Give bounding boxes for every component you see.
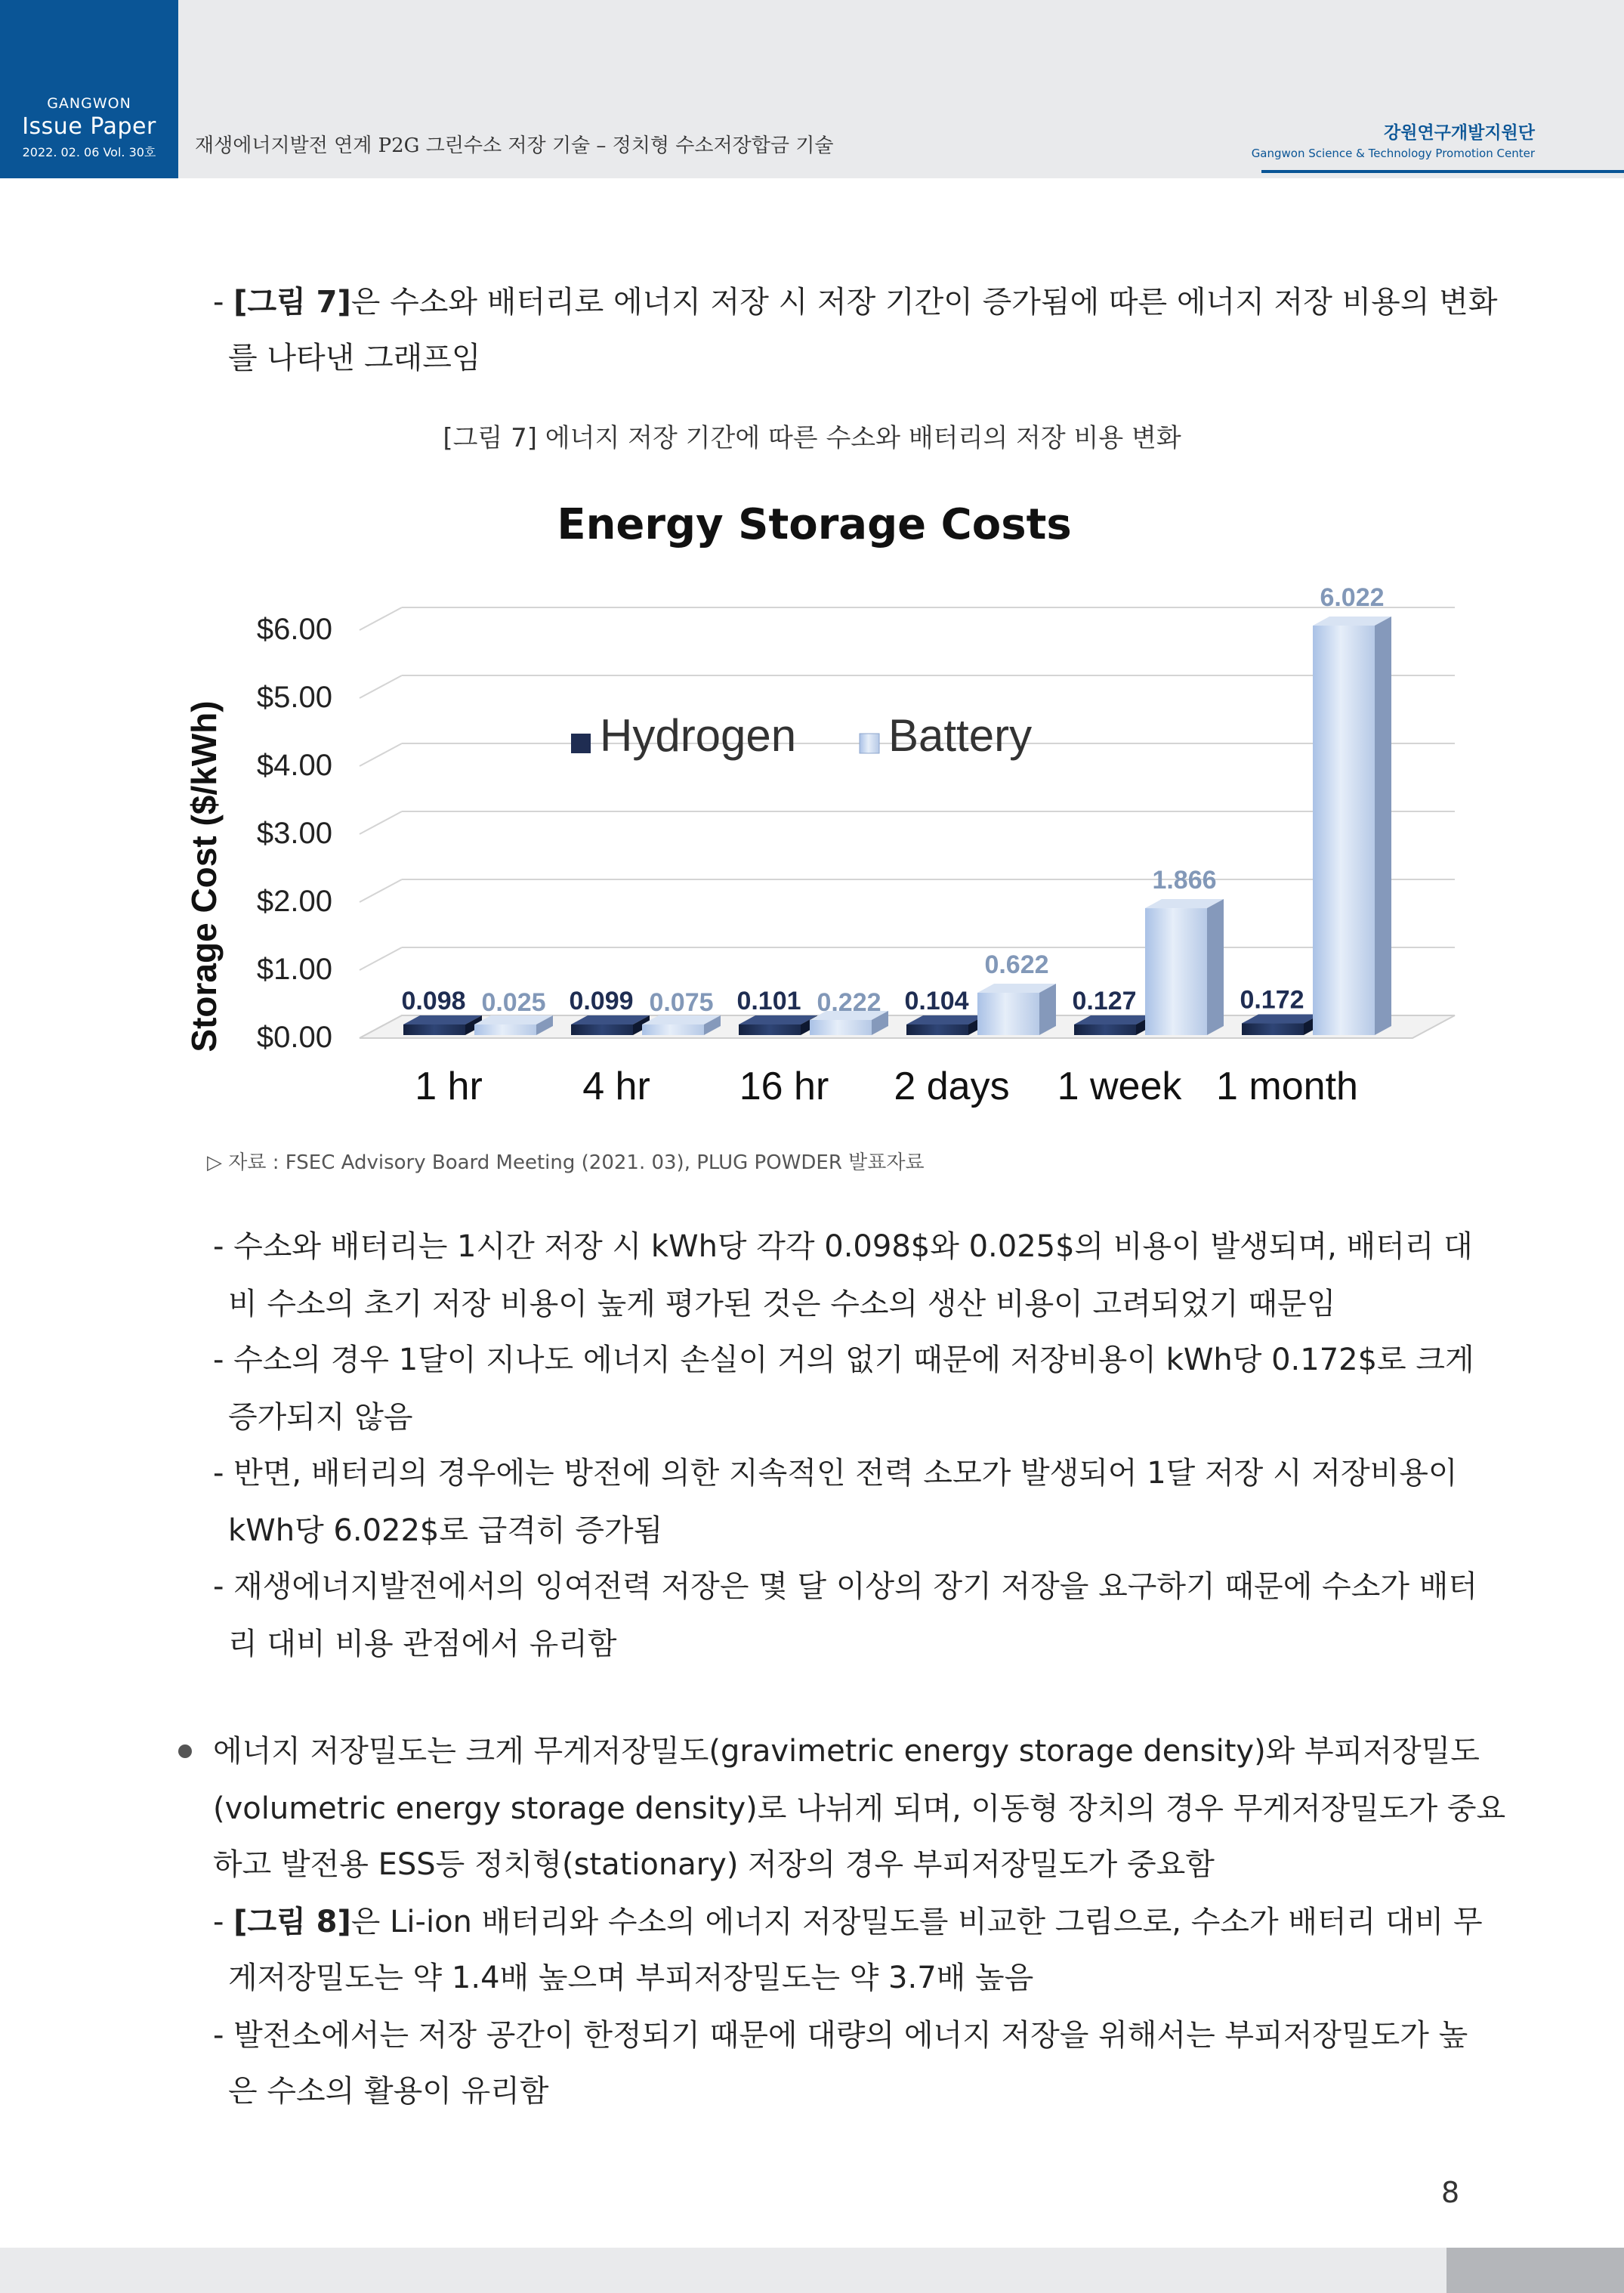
y-tick-label: $3.00 [256, 817, 332, 850]
hydrogen-bar [571, 1024, 633, 1035]
x-tick-label: 1 hr [415, 1065, 483, 1108]
density-sub1-line-1 [213, 1893, 1483, 1951]
battery-bar [1313, 626, 1375, 1035]
density-sub1-text: 은 Li-ion 배터리와 수소의 에너지 저장밀도를 비교한 그림으로, 수소가 배터리 대비 무 [350, 1905, 1483, 1939]
finding-3-line-2: kWh당 6.022$로 급격히 증가됨 [228, 1513, 663, 1548]
y-tick-label: $6.00 [256, 613, 332, 646]
finding-1-line-1: - 수소와 배터리는 1시간 저장 시 kWh당 각각 0.098$와 0.025$의 비용이 발생되며, 배터리 대 [213, 1229, 1473, 1264]
brand-title: Issue Paper [22, 113, 156, 140]
hydrogen-bar [1074, 1024, 1136, 1035]
document-title: 재생에너지발전 연계 P2G 그린수소 저장 기술 – 정치형 수소저장합금 기술 [195, 134, 834, 157]
hydrogen-value-label: 0.172 [1240, 985, 1304, 1015]
x-tick-label: 4 hr [582, 1065, 650, 1108]
density-sub1-line-2: 게저장밀도는 약 1.4배 높으며 부피저장밀도는 약 3.7배 높음 [228, 1961, 1034, 1995]
battery-bar-side [1207, 899, 1224, 1035]
density-line-1: 에너지 저장밀도는 크게 무게저장밀도(gravimetric energy storage density)와 부피저장밀도 [213, 1734, 1480, 1769]
legend-label-battery: Battery [888, 710, 1033, 761]
battery-value-label: 0.075 [649, 988, 714, 1017]
battery-bar [810, 1020, 872, 1035]
finding-4-line-1: - 재생에너지발전에서의 잉여전력 저장은 몇 달 이상의 장기 저장을 요구하기 때문에 수소가 배터 [213, 1569, 1477, 1604]
chart-title: Energy Storage Costs [557, 500, 1072, 549]
chart-canvas [172, 484, 1456, 1133]
page-header [0, 0, 1624, 178]
finding-4-line-2: 리 대비 비용 관점에서 유리함 [228, 1627, 617, 1661]
legend-swatch-hydrogen [571, 734, 591, 753]
footer-accent [1446, 2248, 1624, 2293]
figure-source: ▷ 자료 : FSEC Advisory Board Meeting (2021. 03), PLUG POWDER 발표자료 [207, 1151, 925, 1174]
dash: - [213, 285, 234, 320]
density-line-3: 하고 발전용 ESS등 정치형(stationary) 저장의 경우 부피저장밀도가 중요함 [213, 1847, 1215, 1882]
hydrogen-bar [403, 1024, 465, 1035]
brand-region: GANGWON [47, 95, 131, 112]
organization-name: 강원연구개발지원단 [1384, 123, 1535, 143]
battery-value-label: 6.022 [1320, 583, 1385, 613]
intro-text: 은 수소와 배터리로 에너지 저장 시 저장 기간이 증가됨에 따른 에너지 저장 비용의 변화 [350, 285, 1498, 320]
figure-reference: [그림 8] [233, 1905, 351, 1939]
hydrogen-bar [739, 1024, 801, 1035]
finding-2-line-2: 증가되지 않음 [228, 1400, 413, 1435]
finding-3-line-1: - 반면, 배터리의 경우에는 방전에 의한 지속적인 전력 소모가 발생되어 1달 저장 시 저장비용이 [213, 1456, 1458, 1491]
figure-caption: [그림 7] 에너지 저장 기간에 따른 수소와 배터리의 저장 비용 변화 [443, 423, 1181, 453]
hydrogen-bar [1242, 1024, 1304, 1035]
legend-label-hydrogen: Hydrogen [600, 710, 797, 761]
x-tick-label: 1 month [1216, 1065, 1358, 1108]
figure-reference: [그림 7] [233, 285, 351, 320]
x-tick-label: 2 days [894, 1065, 1010, 1108]
issue-paper-brand-block [0, 0, 178, 178]
battery-value-label: 1.866 [1152, 866, 1217, 895]
dash: - [213, 1905, 234, 1939]
finding-1-line-2: 비 수소의 초기 저장 비용이 높게 평가된 것은 수소의 생산 비용이 고려되었기 때문임 [228, 1287, 1336, 1321]
gridline [360, 879, 402, 902]
battery-bar [977, 993, 1039, 1035]
x-tick-label: 16 hr [739, 1065, 829, 1108]
brand-date: 2022. 02. 06 Vol. 30호 [22, 145, 156, 159]
battery-bar [1145, 908, 1207, 1035]
density-line-2: (volumetric energy storage density)로 나뉘게 되며, 이동형 장치의 경우 무게저장밀도가 중요 [213, 1791, 1506, 1826]
y-axis-label: Storage Cost ($/kWh) [184, 700, 224, 1052]
density-sub2-line-1: - 발전소에서는 저장 공간이 한정되기 때문에 대량의 에너지 저장을 위해서는 부피저장밀도가 높 [213, 2018, 1468, 2053]
gridline [360, 675, 402, 698]
hydrogen-value-label: 0.099 [569, 987, 634, 1015]
x-tick-label: 1 week [1057, 1065, 1182, 1108]
legend-swatch-battery [860, 734, 879, 753]
hydrogen-value-label: 0.098 [401, 987, 466, 1015]
hydrogen-bar [906, 1024, 968, 1035]
gridline [360, 947, 402, 970]
gridline [360, 743, 402, 766]
finding-2-line-1: - 수소의 경우 1달이 지나도 에너지 손실이 거의 없기 때문에 저장비용이 kWh당 0.172$로 크게 [213, 1343, 1474, 1377]
y-tick-label: $0.00 [256, 1021, 332, 1054]
y-tick-label: $4.00 [256, 749, 332, 782]
density-sub2-line-2: 은 수소의 활용이 유리함 [228, 2074, 549, 2109]
battery-bar [642, 1024, 704, 1035]
battery-value-label: 0.622 [984, 950, 1049, 980]
header-accent-line [1261, 170, 1624, 173]
intro-line-1 [213, 273, 1497, 331]
y-tick-label: $5.00 [256, 681, 332, 714]
hydrogen-value-label: 0.104 [904, 987, 969, 1015]
organization-name-english: Gangwon Science & Technology Promotion Center [1251, 147, 1535, 160]
y-tick-label: $2.00 [256, 885, 332, 918]
battery-bar-side [1375, 617, 1391, 1035]
intro-line-2: 를 나타낸 그래프임 [228, 341, 481, 375]
battery-bar [474, 1024, 536, 1035]
battery-value-label: 0.222 [817, 988, 881, 1017]
bullet-icon [178, 1744, 192, 1758]
gridline [360, 811, 402, 834]
y-tick-label: $1.00 [256, 953, 332, 986]
page-footer-bar [0, 2248, 1624, 2293]
hydrogen-value-label: 0.127 [1072, 987, 1137, 1015]
gridline [360, 607, 402, 630]
battery-value-label: 0.025 [481, 988, 546, 1017]
page-number: 8 [1441, 2176, 1460, 2209]
energy-storage-costs-chart [172, 484, 1456, 1133]
hydrogen-value-label: 0.101 [736, 987, 801, 1015]
